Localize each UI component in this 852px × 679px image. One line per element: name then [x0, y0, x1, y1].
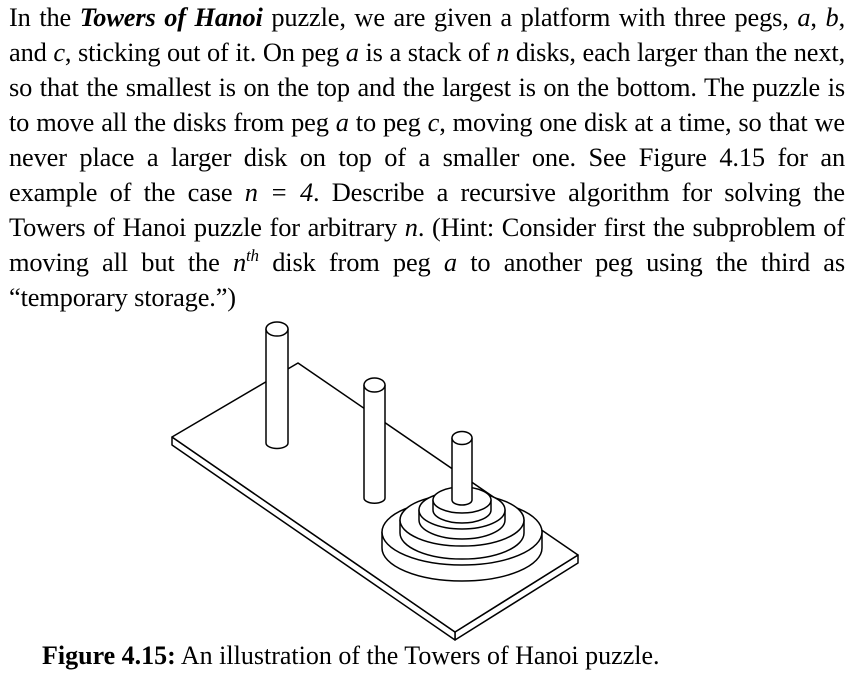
text-run: , sticking out of it. On peg — [64, 37, 346, 67]
n-symbol: n — [232, 247, 246, 277]
peg-a-label: a — [335, 107, 349, 137]
peg-a-label: a — [345, 37, 359, 67]
n-symbol: n — [496, 37, 510, 67]
peg-a — [266, 322, 288, 449]
text-run: puzzle, we are given a platform with three pegs, — [262, 2, 798, 32]
text-run: disk from peg — [258, 247, 444, 277]
text-run: , and — [9, 2, 846, 67]
figure-label: Figure 4.15: — [42, 641, 176, 670]
th-superscript: th — [245, 246, 259, 265]
text-run: . (Hint: Consider first the subproblem of moving all but the — [9, 212, 845, 277]
peg-a-label: a — [443, 247, 457, 277]
text-run: to another peg using the third as “temporary storage.”) — [9, 247, 845, 312]
peg-b — [364, 378, 385, 503]
text-run: . Describe a recursive algorithm for solving the Towers of Hanoi puzzle for arbitrary — [9, 177, 845, 242]
text-run: to peg — [348, 107, 428, 137]
text-run: is a stack of — [358, 37, 497, 67]
n-symbol: n — [404, 212, 418, 242]
peg-b-label: b — [825, 2, 839, 32]
peg-c-label: c — [427, 107, 440, 137]
peg-c — [452, 432, 472, 506]
text-run: , — [810, 2, 826, 32]
intro-text: In the — [9, 2, 80, 32]
text-run: , moving one disk at a time, so that we never place a larger disk on top of a smaller one. See Figure 4.15 for an example of the case — [9, 107, 845, 207]
figure-caption — [42, 639, 660, 673]
peg-a-label: a — [797, 2, 811, 32]
peg-c-label: c — [53, 37, 65, 67]
puzzle-name: Towers of Hanoi — [79, 2, 263, 32]
n-equals-4: n = 4 — [244, 177, 314, 207]
text-run: disks, each larger than the next, so that the smallest is on the top and the largest is on the bottom. The puzzle is to move all the disks from peg — [9, 37, 846, 137]
caption-text: An illustration of the Towers of Hanoi puzzle. — [175, 641, 660, 670]
